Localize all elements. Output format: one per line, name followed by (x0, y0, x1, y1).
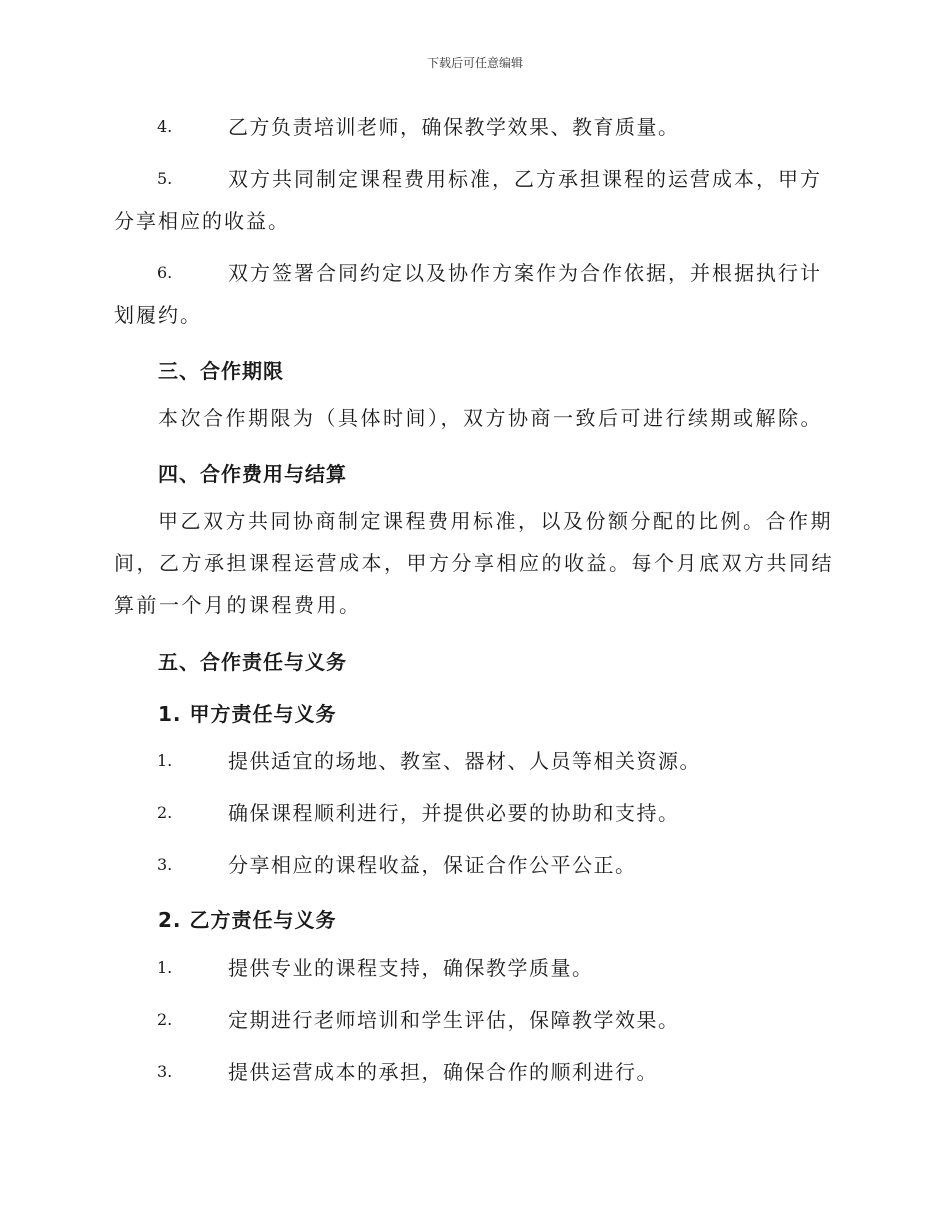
list-item (114, 999, 836, 1041)
list-item-number: 1. (157, 958, 173, 977)
list-item-text: 提供运营成本的承担，确保合作的顺利进行。 (228, 1060, 658, 1084)
list-item (114, 740, 836, 782)
list-item (114, 106, 836, 148)
list-item-text: 确保课程顺利进行，并提供必要的协助和支持。 (228, 801, 680, 825)
list-item-text: 分享相应的课程收益，保证合作公平公正。 (228, 853, 637, 877)
section-heading-responsibilities: 五、合作责任与义务 (158, 650, 347, 674)
list-item (114, 252, 836, 336)
subheading-party-a: 1. 甲方责任与义务 (158, 702, 337, 726)
list-item-number: 3. (157, 1062, 173, 1081)
list-item-number: 6. (157, 263, 173, 282)
list-item-text: 双方共同制定课程费用标准，乙方承担课程的运营成本，甲方分享相应的收益。 (114, 167, 822, 233)
list-item (114, 1051, 836, 1093)
list-item-number: 2. (157, 1010, 173, 1029)
list-item-number: 4. (157, 117, 173, 136)
list-item (114, 792, 836, 834)
list-item-text: 乙方负责培训老师，确保教学效果、教育质量。 (228, 115, 680, 139)
list-item (114, 158, 836, 242)
list-item-text: 定期进行老师培训和学生评估，保障教学效果。 (228, 1008, 680, 1032)
subheading-party-b: 2. 乙方责任与义务 (158, 908, 337, 932)
section-heading-fees: 四、合作费用与结算 (158, 462, 347, 486)
list-item-text: 双方签署合同约定以及协作方案作为合作依据，并根据执行计划履约。 (114, 261, 822, 327)
list-item (114, 844, 836, 886)
list-item-text: 提供专业的课程支持，确保教学质量。 (228, 956, 594, 980)
list-item (114, 947, 836, 989)
page-header-watermark: 下载后可任意编辑 (426, 56, 523, 70)
list-item-number: 1. (157, 751, 173, 770)
list-item-number: 2. (157, 803, 173, 822)
section-body-term: 本次合作期限为（具体时间），双方协商一致后可进行续期或解除。 (158, 406, 823, 430)
list-item-number: 5. (157, 169, 173, 188)
section-body-fees: 甲乙双方共同协商制定课程费用标准，以及份额分配的比例。合作期间，乙方承担课程运营成本，甲方分享相应的收益。每个月底双方共同结算前一个月的课程费用。 (114, 509, 834, 617)
list-item-number: 3. (157, 855, 173, 874)
list-item-text: 提供适宜的场地、教室、器材、人员等相关资源。 (228, 749, 701, 773)
section-heading-term: 三、合作期限 (158, 359, 284, 383)
